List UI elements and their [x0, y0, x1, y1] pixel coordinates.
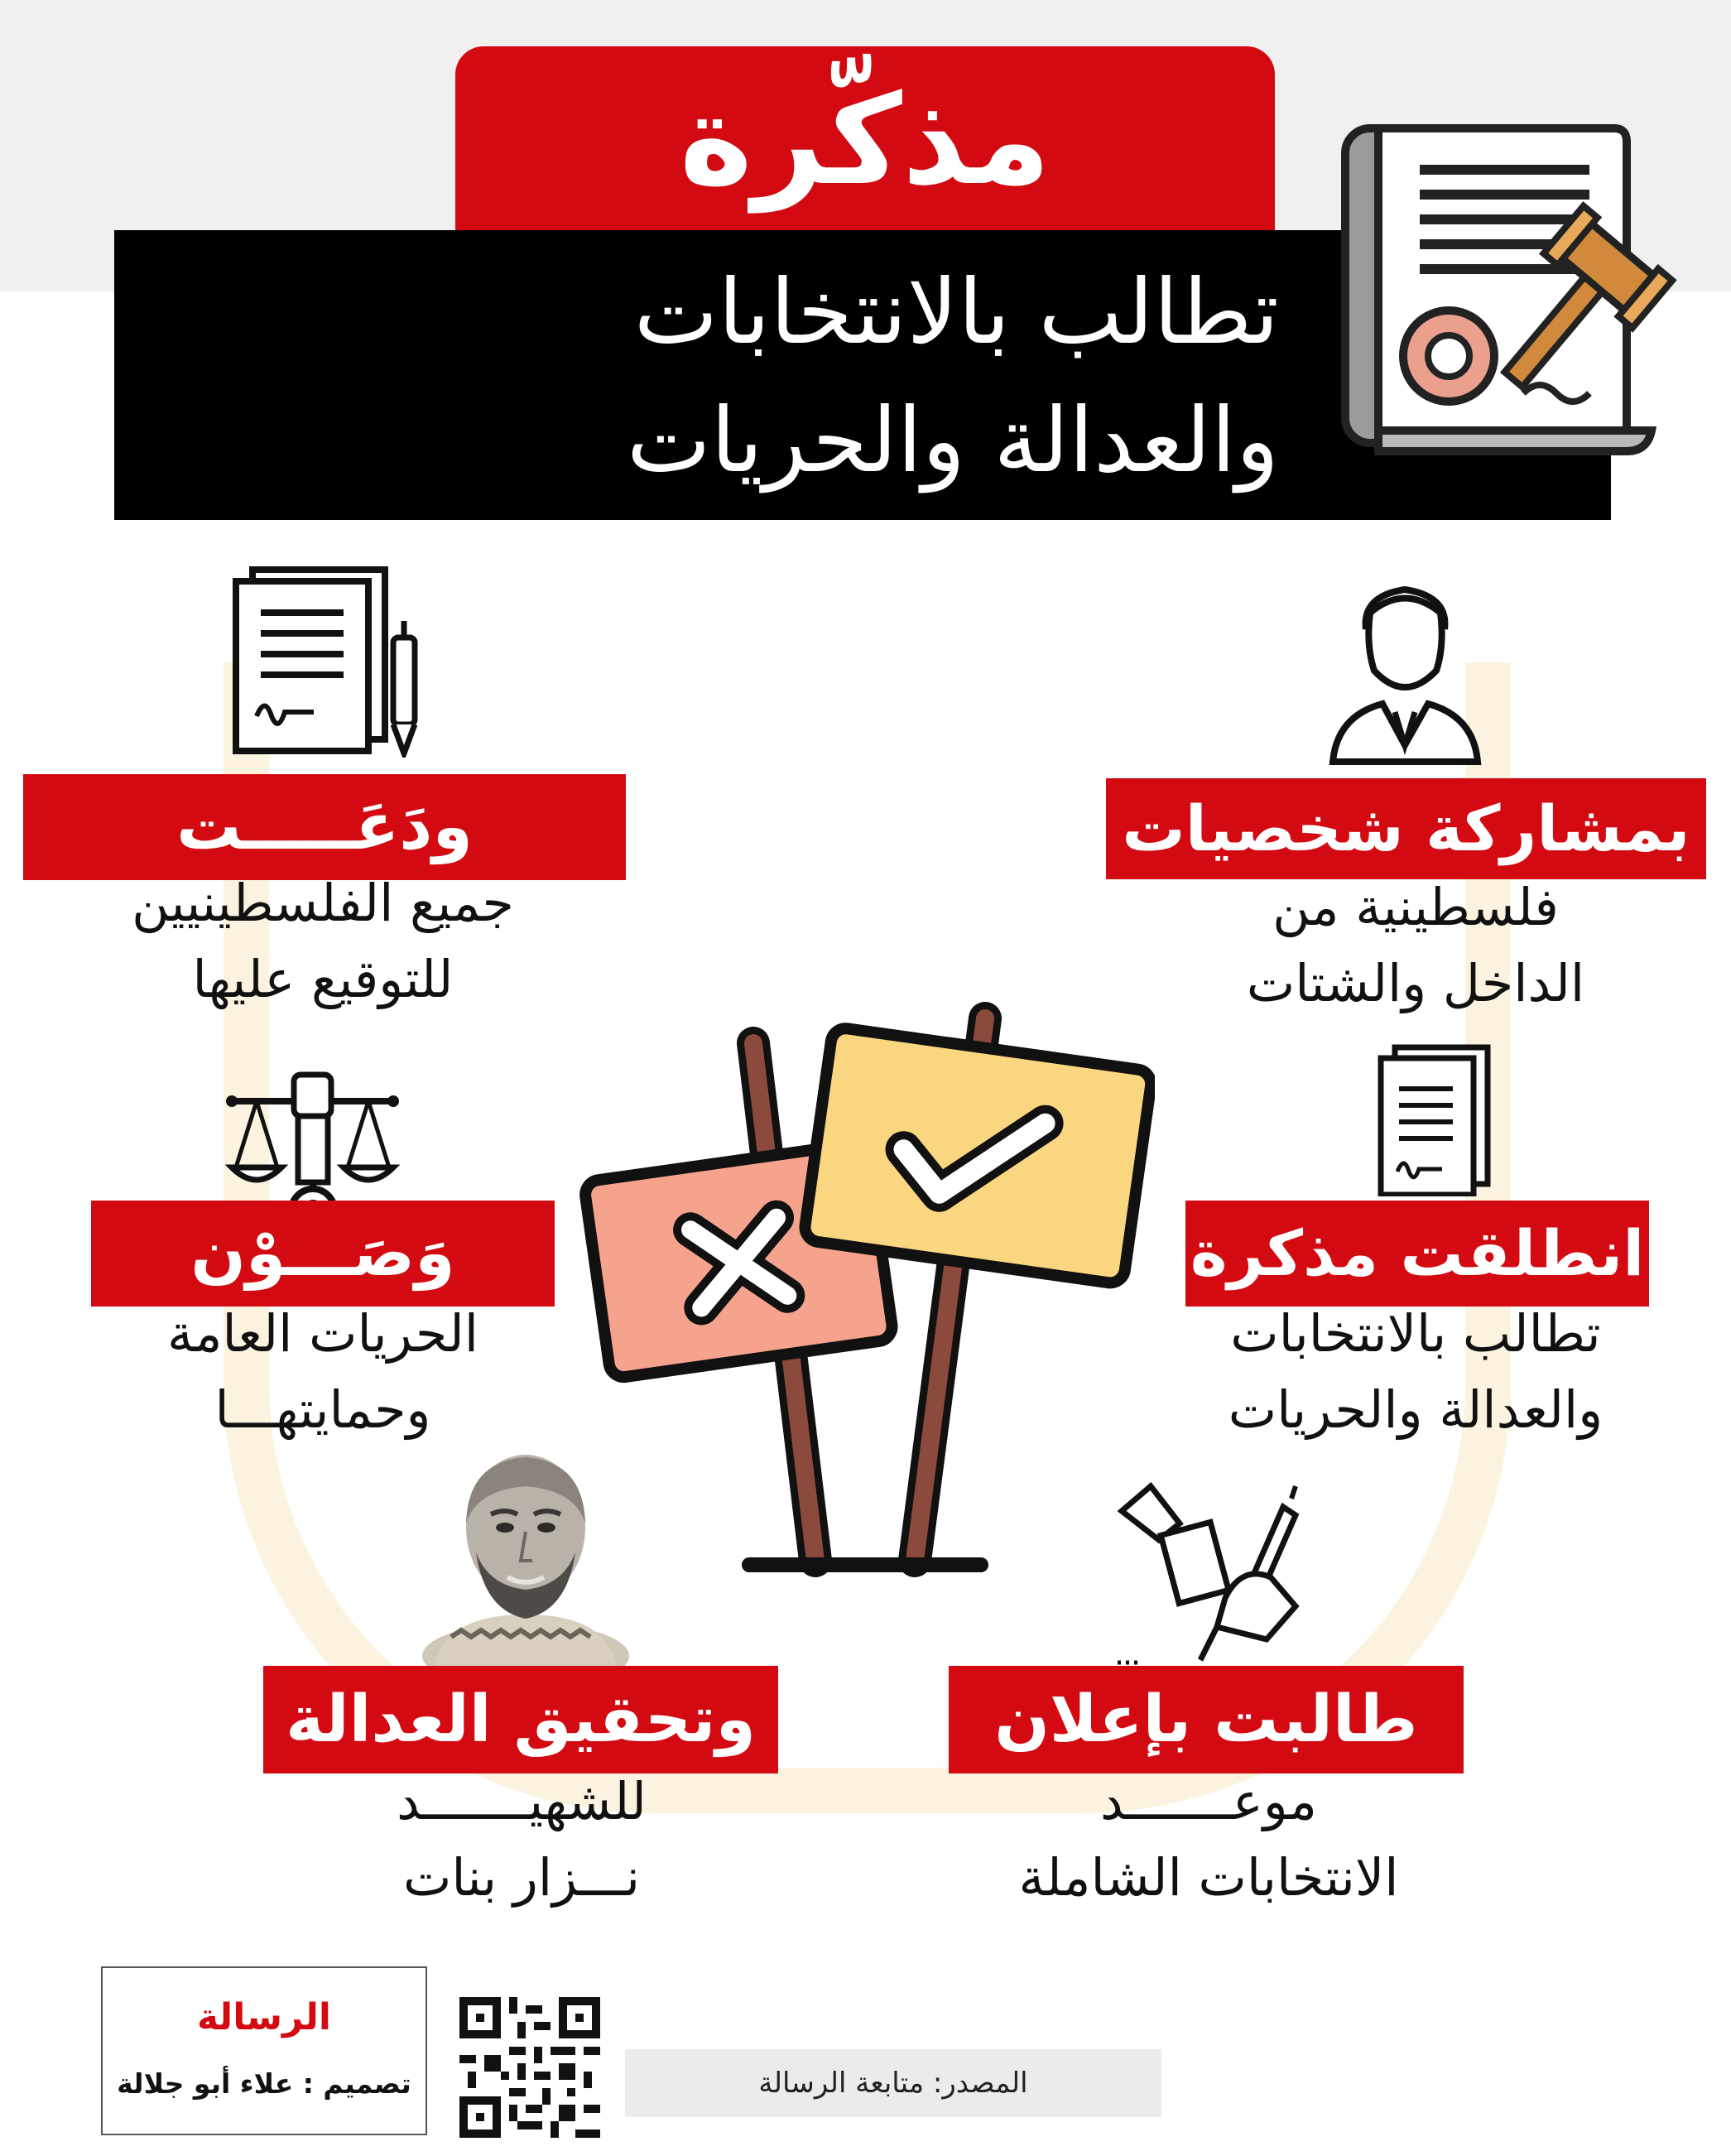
subtitle-line-2: والعدالة والحريات: [626, 389, 1279, 493]
desc-launched-line1: تطالب بالانتخابات: [1230, 1303, 1601, 1364]
yes-no-signs-icon: [575, 981, 1155, 1581]
scroll-gavel-icon: [1329, 112, 1693, 468]
desc-called-line2: للتوقيع عليها: [192, 949, 454, 1009]
tag-justice: وتحقيق العدالة: [263, 1666, 778, 1773]
desc-demanded-line1: موعـــــــد: [1100, 1771, 1317, 1831]
desc-called: [50, 865, 596, 1018]
qr-code[interactable]: [459, 1997, 600, 2138]
desc-participation-line2: الداخل والشتات: [1246, 953, 1585, 1013]
signed-document-pen-icon: [228, 563, 435, 758]
documents-icon: [1374, 1043, 1494, 1196]
tag-launched: انطلقت مذكرة: [1185, 1201, 1649, 1307]
brand-logo: الرسالة: [197, 1996, 331, 2038]
desc-protection: [91, 1296, 555, 1448]
tag-demanded: طالبت بإعلان: [949, 1666, 1464, 1773]
desc-justice-line1: للشهيـــــــد: [397, 1771, 647, 1831]
desc-launched-line2: والعدالة والحريات: [1228, 1379, 1604, 1440]
desc-called-line1: جميع الفلسطينيين: [132, 873, 514, 933]
desc-participation-line1: فلسطينية من: [1272, 877, 1559, 937]
desc-justice-line2: نـــزار بنات: [402, 1847, 641, 1908]
page-title: مذكّرة: [679, 69, 1051, 213]
source-credit: المصدر: متابعة الرسالة: [625, 2049, 1161, 2117]
tag-participation: بمشاركة شخصيات: [1106, 778, 1706, 879]
desc-protection-line2: وحمايتهـــا: [214, 1379, 431, 1440]
page-subtitle: [430, 248, 1279, 505]
tag-called: ودَعَـــــت: [23, 774, 626, 880]
tag-protection: وَصَـــوْن: [91, 1201, 555, 1307]
desc-justice: [273, 1764, 770, 1916]
desc-demanded-line2: الانتخابات الشاملة: [1018, 1847, 1399, 1908]
desc-participation: [1151, 869, 1681, 1022]
desc-protection-line1: الحريات العامة: [167, 1303, 478, 1364]
businessman-icon: [1329, 580, 1482, 766]
desc-launched: [1159, 1296, 1672, 1448]
footer-logo-box: [101, 1966, 427, 2135]
desc-demanded: [952, 1764, 1465, 1916]
designer-credit: تصميم : علاء أبو جلالة: [117, 2067, 411, 2100]
subtitle-line-1: تطالب بالانتخابات: [633, 261, 1279, 364]
